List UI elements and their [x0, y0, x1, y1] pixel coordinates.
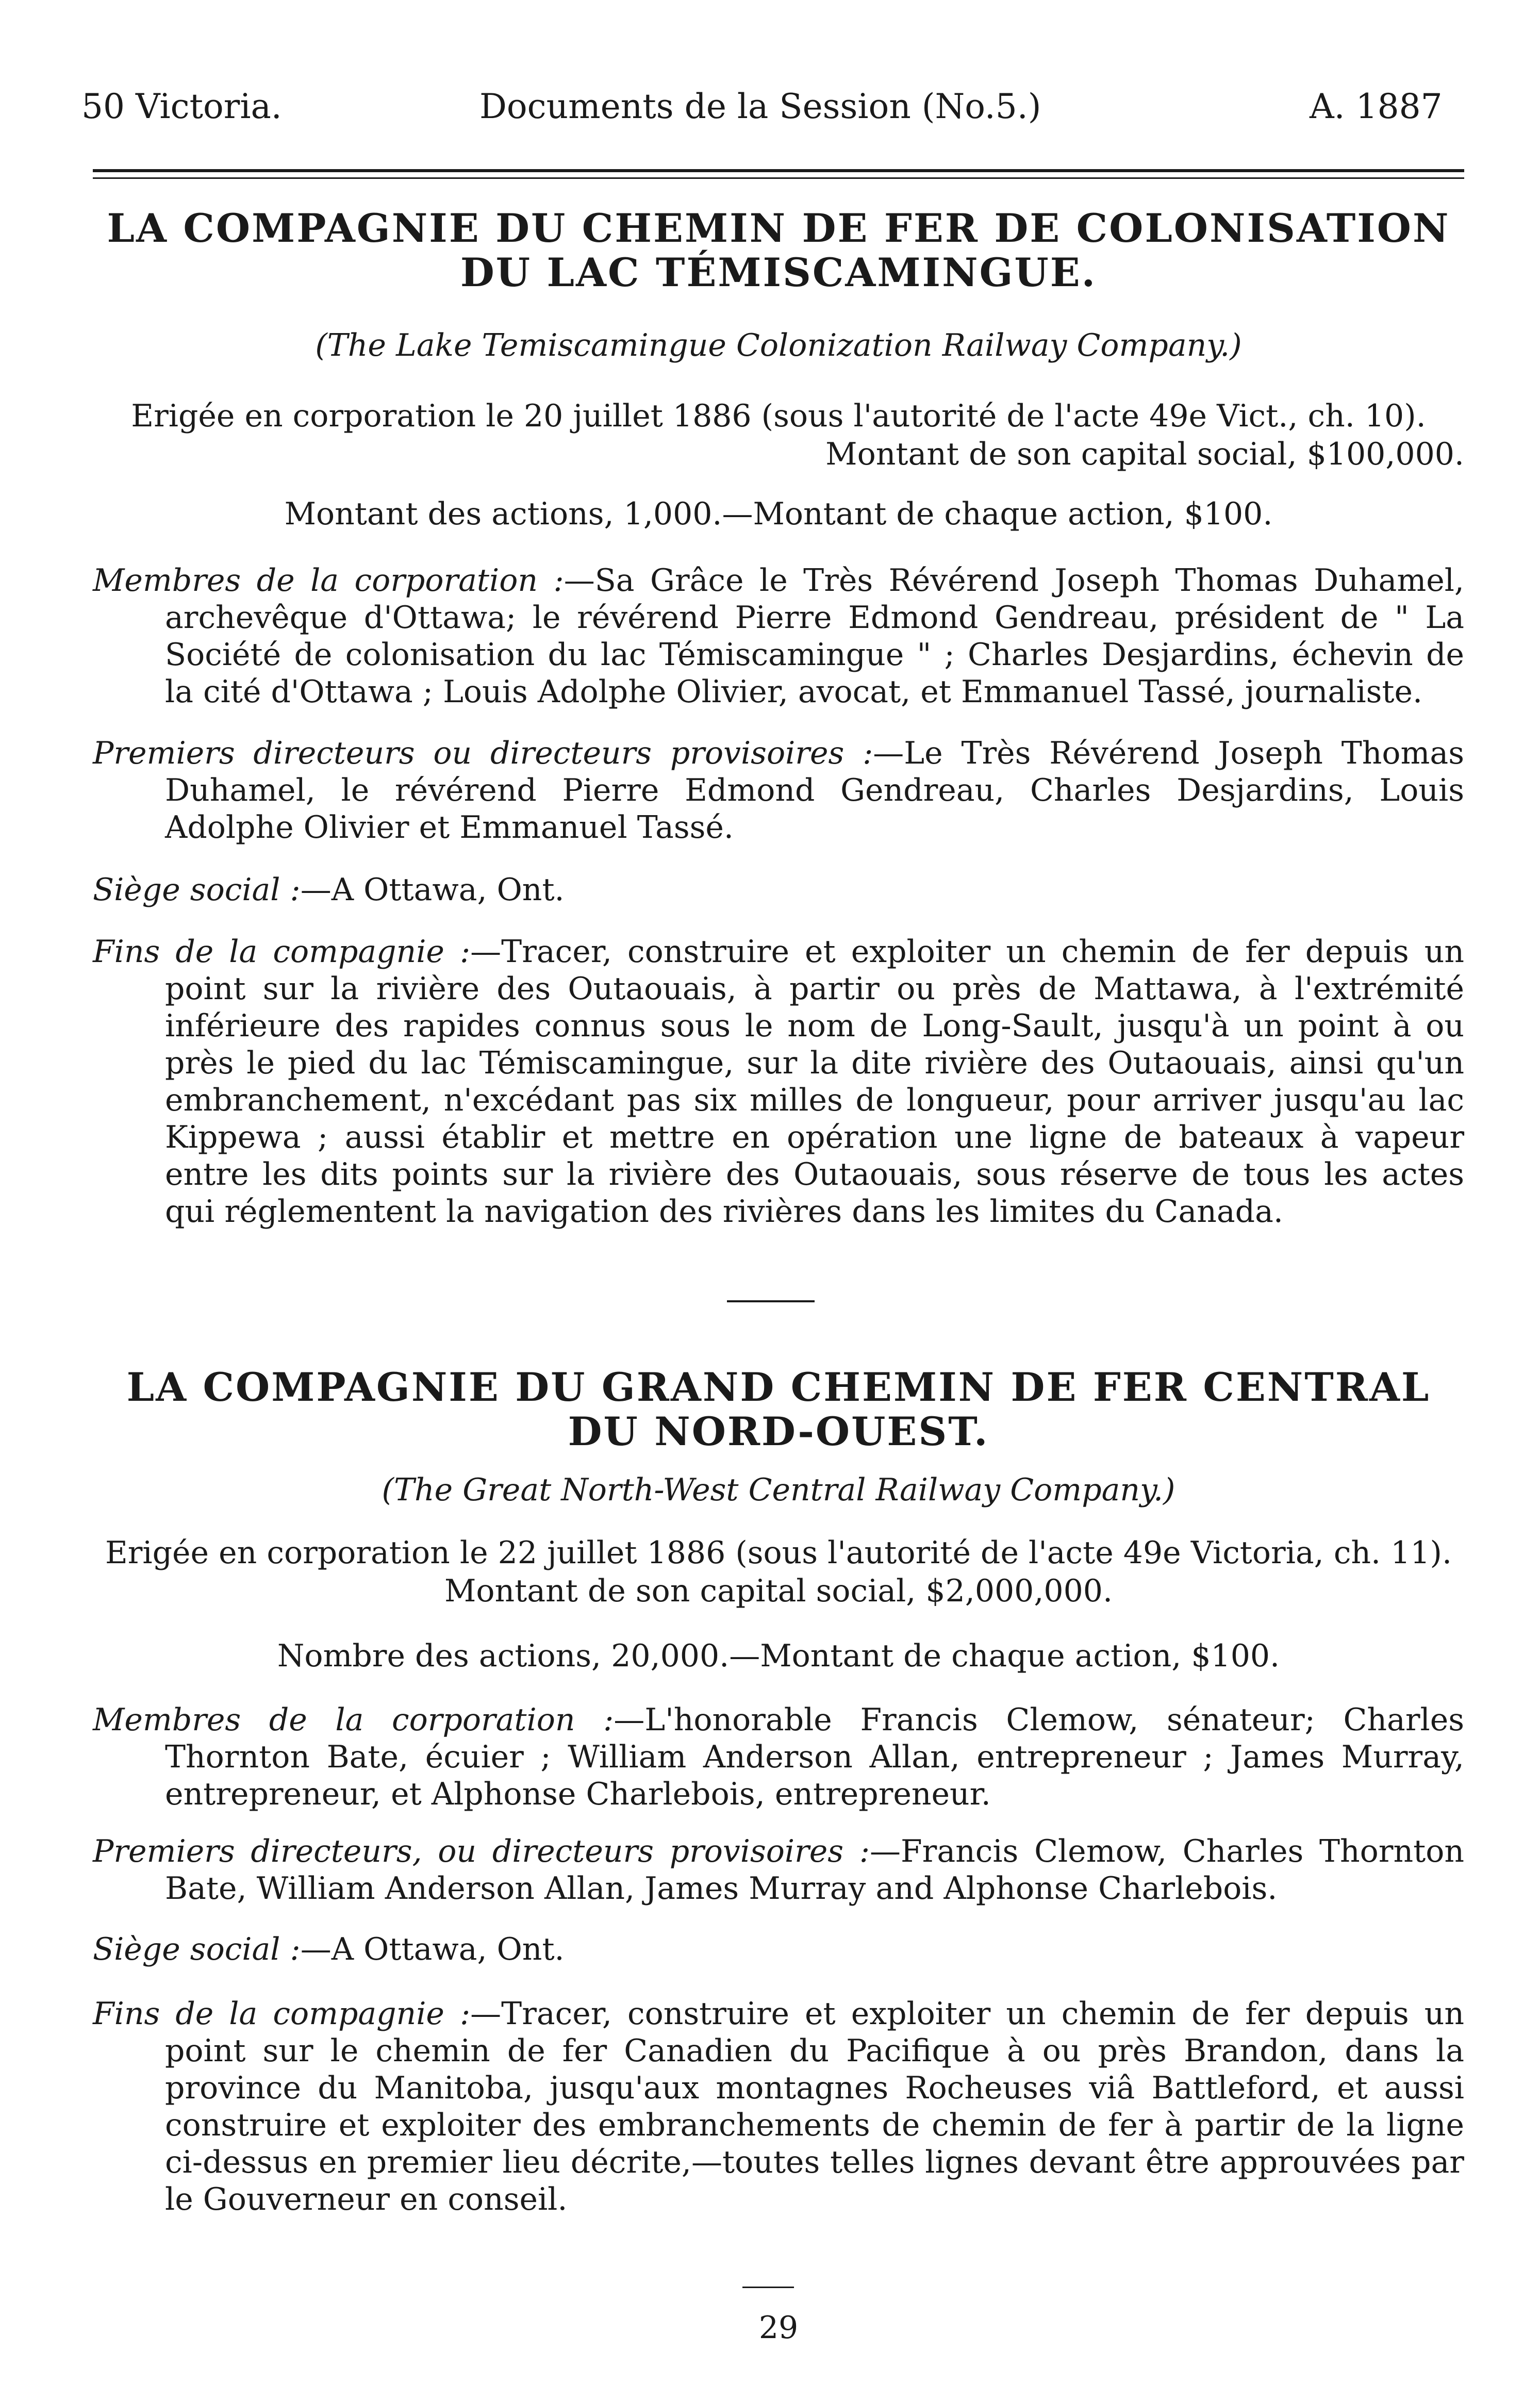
section1-purpose [93, 933, 1464, 1230]
section1-purpose-text: —Tracer, construire et exploiter un chemin de fer depuis un point sur la rivière des Outaouais, à partir ou près de Mattawa, à l'extrémité inférieure des rapides connus sous le nom de Long-Sault, jusqu'à un point à ou près le pied du lac Témiscamingue, sur la dite rivière des Outaouais, ainsi qu'un embranchement, n'excédant pas six milles de longueur, pour arriver jusqu'au lac Kippewa ; aussi établir et mettre en opération une ligne de bateaux à vapeur entre les dits points sur la rivière des Outaouais, sous réserve de tous les actes qui réglementent la navigation des rivières dans les limites du Canada. [165, 934, 1464, 1230]
section1-members [93, 562, 1464, 710]
header-session-year: 50 Victoria. [81, 87, 282, 126]
section2-members-label: Membres de la corporation : [93, 1702, 614, 1738]
section2-purpose-label: Fins de la compagnie : [93, 1996, 471, 2032]
section2-incorporation: Erigée en corporation le 22 juillet 1886 (sous l'autorité de l'acte 49e Victoria, ch. 11). [105, 1535, 1452, 1571]
section2-title-line1: LA COMPAGNIE DU GRAND CHEMIN DE FER CENTRAL [126, 1364, 1431, 1410]
section2-title-line2: DU NORD-OUEST. [568, 1409, 989, 1454]
section1-seat-text: —A Ottawa, Ont. [300, 872, 565, 908]
section1-shares: Montant des actions, 1,000.—Montant de chaque action, $100. [284, 496, 1273, 532]
section1-seat [93, 871, 1464, 908]
section2-capital: Montant de son capital social, $2,000,000. [444, 1573, 1113, 1609]
section1-incorporation: Erigée en corporation le 20 juillet 1886 (sous l'autorité de l'acte 49e Vict., ch. 10). [131, 398, 1426, 434]
section1-title-line1: LA COMPAGNIE DU CHEMIN DE FER DE COLONISATION [107, 205, 1450, 251]
page-number: 29 [758, 2310, 799, 2346]
section2-purpose [93, 1995, 1464, 2218]
section1-purpose-label: Fins de la compagnie : [93, 934, 471, 970]
section2-purpose-text: —Tracer, construire et exploiter un chemin de fer depuis un point sur le chemin de fer Canadien du Pacifique à ou près Brandon, dans la province du Manitoba, jusqu'aux montagnes Rocheuses viâ Battleford, et aussi construire et exploiter des embranchements de chemin de fer à partir de la ligne ci-dessus en premier lieu décrite,—toutes telles lignes devant être approuvées par le Gouverneur en conseil. [165, 1996, 1464, 2217]
section1-english-name: (The Lake Temiscamingue Colonization Railway Company.) [315, 327, 1242, 363]
section2-directors-text: —Francis Clemow, Charles Thornton Bate, William Anderson Allan, James Murray and Alphonse Charlebois. [165, 1833, 1464, 1907]
section2-directors [93, 1833, 1464, 1907]
section2-directors-label: Premiers directeurs, ou directeurs provisoires : [93, 1833, 870, 1869]
section2-seat-label: Siège social : [93, 1931, 301, 1967]
section1-members-label: Membres de la corporation : [93, 562, 564, 599]
section1-directors [93, 735, 1464, 846]
footer-separator [742, 2287, 794, 2288]
header-rule-thin [93, 177, 1464, 179]
section1-directors-text: —Le Très Révérend Joseph Thomas Duhamel, le révérend Pierre Edmond Gendreau, Charles Desjardins, Louis Adolphe Olivier et Emmanuel Tassé. [165, 735, 1464, 846]
section2-members-text: —L'honorable Francis Clemow, sénateur; Charles Thornton Bate, écuier ; William Anderson Allan, entrepreneur ; James Murray, entrepreneur, et Alphonse Charlebois, entrepreneur. [165, 1702, 1464, 1812]
section2-english-name: (The Great North-West Central Railway Company.) [382, 1472, 1175, 1508]
section2-shares: Nombre des actions, 20,000.—Montant de chaque action, $100. [277, 1638, 1280, 1674]
section1-seat-label: Siège social : [93, 872, 301, 908]
header-document-title: Documents de la Session (No.5.) [479, 87, 1041, 126]
section2-members [93, 1701, 1464, 1813]
header-year: A. 1887 [1310, 87, 1443, 126]
section2-seat-text: —A Ottawa, Ont. [300, 1931, 565, 1967]
section1-capital: Montant de son capital social, $100,000. [825, 436, 1464, 472]
section1-members-text: —Sa Grâce le Très Révérend Joseph Thomas Duhamel, archevêque d'Ottawa; le révérend Pierre Edmond Gendreau, président de " La Société de colonisation du lac Témiscamingue " ; Charles Desjardins, échevin de la cité d'Ottawa ; Louis Adolphe Olivier, avocat, et Emmanuel Tassé, journaliste. [165, 562, 1464, 710]
section2-seat [93, 1931, 1464, 1968]
section1-directors-label: Premiers directeurs ou directeurs provisoires : [93, 735, 873, 771]
header-rule-thick [93, 169, 1464, 172]
section1-title-line2: DU LAC TÉMISCAMINGUE. [460, 250, 1097, 295]
section-separator [727, 1300, 815, 1302]
